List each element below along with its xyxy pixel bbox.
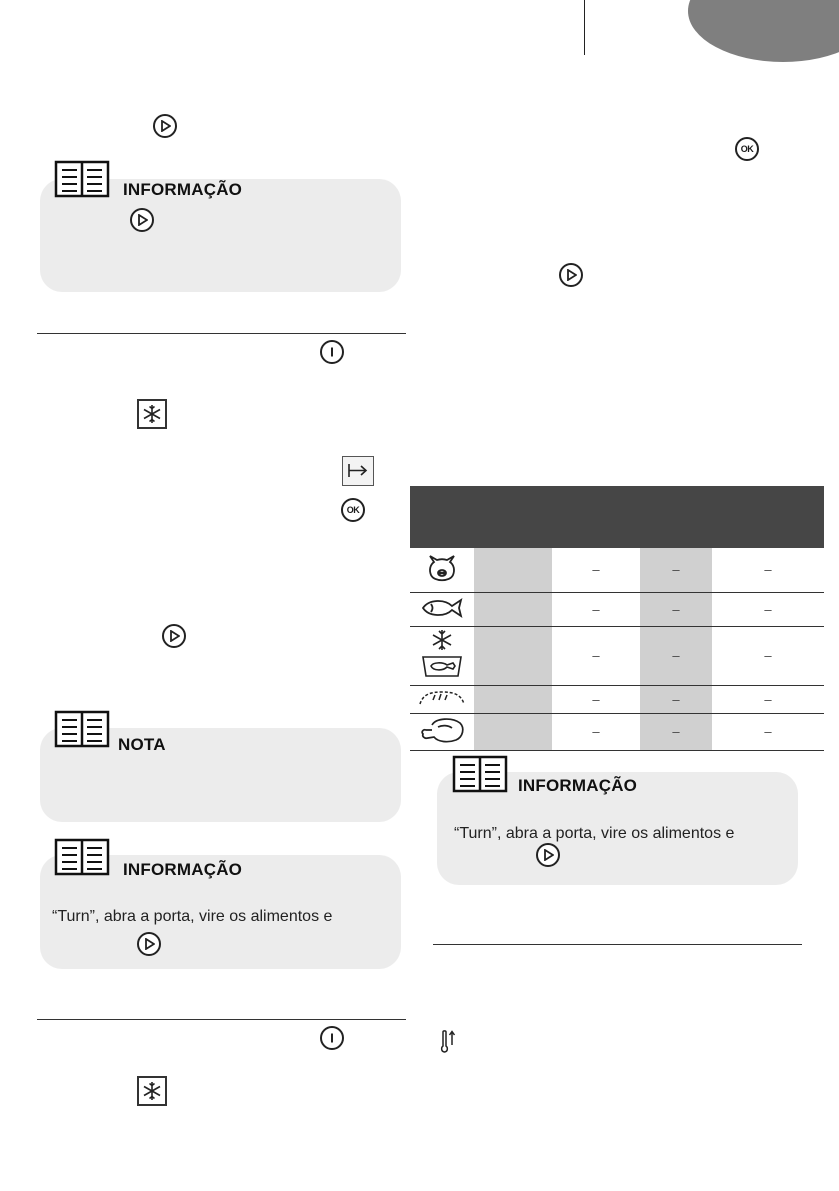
- table-cell: –: [552, 685, 640, 713]
- start-button-icon: [137, 932, 161, 956]
- table-cell: –: [552, 548, 640, 592]
- table-cell: –: [712, 592, 824, 626]
- table-cell: –: [640, 713, 712, 750]
- bread-icon: [417, 690, 467, 706]
- table-header: [410, 486, 824, 548]
- table-row: [410, 685, 824, 713]
- table-cell: [474, 626, 552, 685]
- defrost-table: [410, 486, 824, 751]
- start-button-icon: [153, 114, 177, 138]
- start-button-icon: [559, 263, 583, 287]
- table-cell: –: [712, 626, 824, 685]
- defrost-button-icon: [137, 399, 167, 429]
- ok-button-icon: [341, 498, 365, 522]
- top-divider-line: [584, 0, 585, 55]
- start-button-icon: [162, 624, 186, 648]
- book-icon: [54, 710, 110, 750]
- table-row: [410, 592, 824, 626]
- table-cell: –: [712, 548, 824, 592]
- section-divider: [433, 944, 802, 945]
- table-icon-cell: [410, 592, 474, 626]
- info-box-3-title: INFORMAÇÃO: [518, 776, 638, 795]
- table-cell: –: [640, 548, 712, 592]
- start-button-icon: [130, 208, 154, 232]
- next-step-button-icon: [342, 456, 374, 486]
- section-divider: [37, 1019, 406, 1020]
- book-icon: [452, 755, 508, 795]
- thermometer-icon: [440, 1029, 456, 1055]
- section-divider: [37, 333, 406, 334]
- info-box-2-title: INFORMAÇÃO: [123, 860, 243, 879]
- table-cell: –: [552, 592, 640, 626]
- table-cell: –: [640, 685, 712, 713]
- page-tab-marker: [688, 0, 839, 62]
- table-cell: –: [552, 626, 640, 685]
- ok-label: OK: [346, 505, 360, 515]
- table-cell: –: [712, 685, 824, 713]
- defrost-button-icon: [137, 1076, 167, 1106]
- pork-icon: [422, 551, 462, 585]
- info-box-2-text: “Turn”, abra a porta, vire os alimentos e: [52, 908, 333, 925]
- table-icon-cell: [410, 713, 474, 750]
- table-cell: [474, 685, 552, 713]
- info-box-1-title: INFORMAÇÃO: [123, 180, 243, 199]
- table-row: [410, 548, 824, 592]
- fish-icon: [419, 596, 465, 620]
- book-icon: [54, 838, 110, 878]
- table-cell: [474, 548, 552, 592]
- note-box-title: NOTA: [118, 735, 166, 754]
- table-cell: –: [640, 626, 712, 685]
- frozen-meal-icon: [419, 628, 465, 680]
- book-icon: [54, 160, 110, 200]
- ok-label: OK: [740, 144, 754, 154]
- chicken-icon: [418, 715, 466, 745]
- table-icon-cell: [410, 626, 474, 685]
- table-icon-cell: [410, 685, 474, 713]
- power-button-icon: [320, 1026, 344, 1050]
- info-box-3-text: “Turn”, abra a porta, vire os alimentos e: [454, 825, 735, 842]
- start-button-icon: [536, 843, 560, 867]
- power-button-icon: [320, 340, 344, 364]
- table-cell: –: [712, 713, 824, 750]
- table-row: [410, 626, 824, 685]
- table-icon-cell: [410, 548, 474, 592]
- table-cell: [474, 713, 552, 750]
- ok-button-icon: [735, 137, 759, 161]
- table-cell: –: [640, 592, 712, 626]
- table-header-row: [410, 486, 824, 548]
- table-cell: –: [552, 713, 640, 750]
- table-cell: [474, 592, 552, 626]
- table-row: [410, 713, 824, 750]
